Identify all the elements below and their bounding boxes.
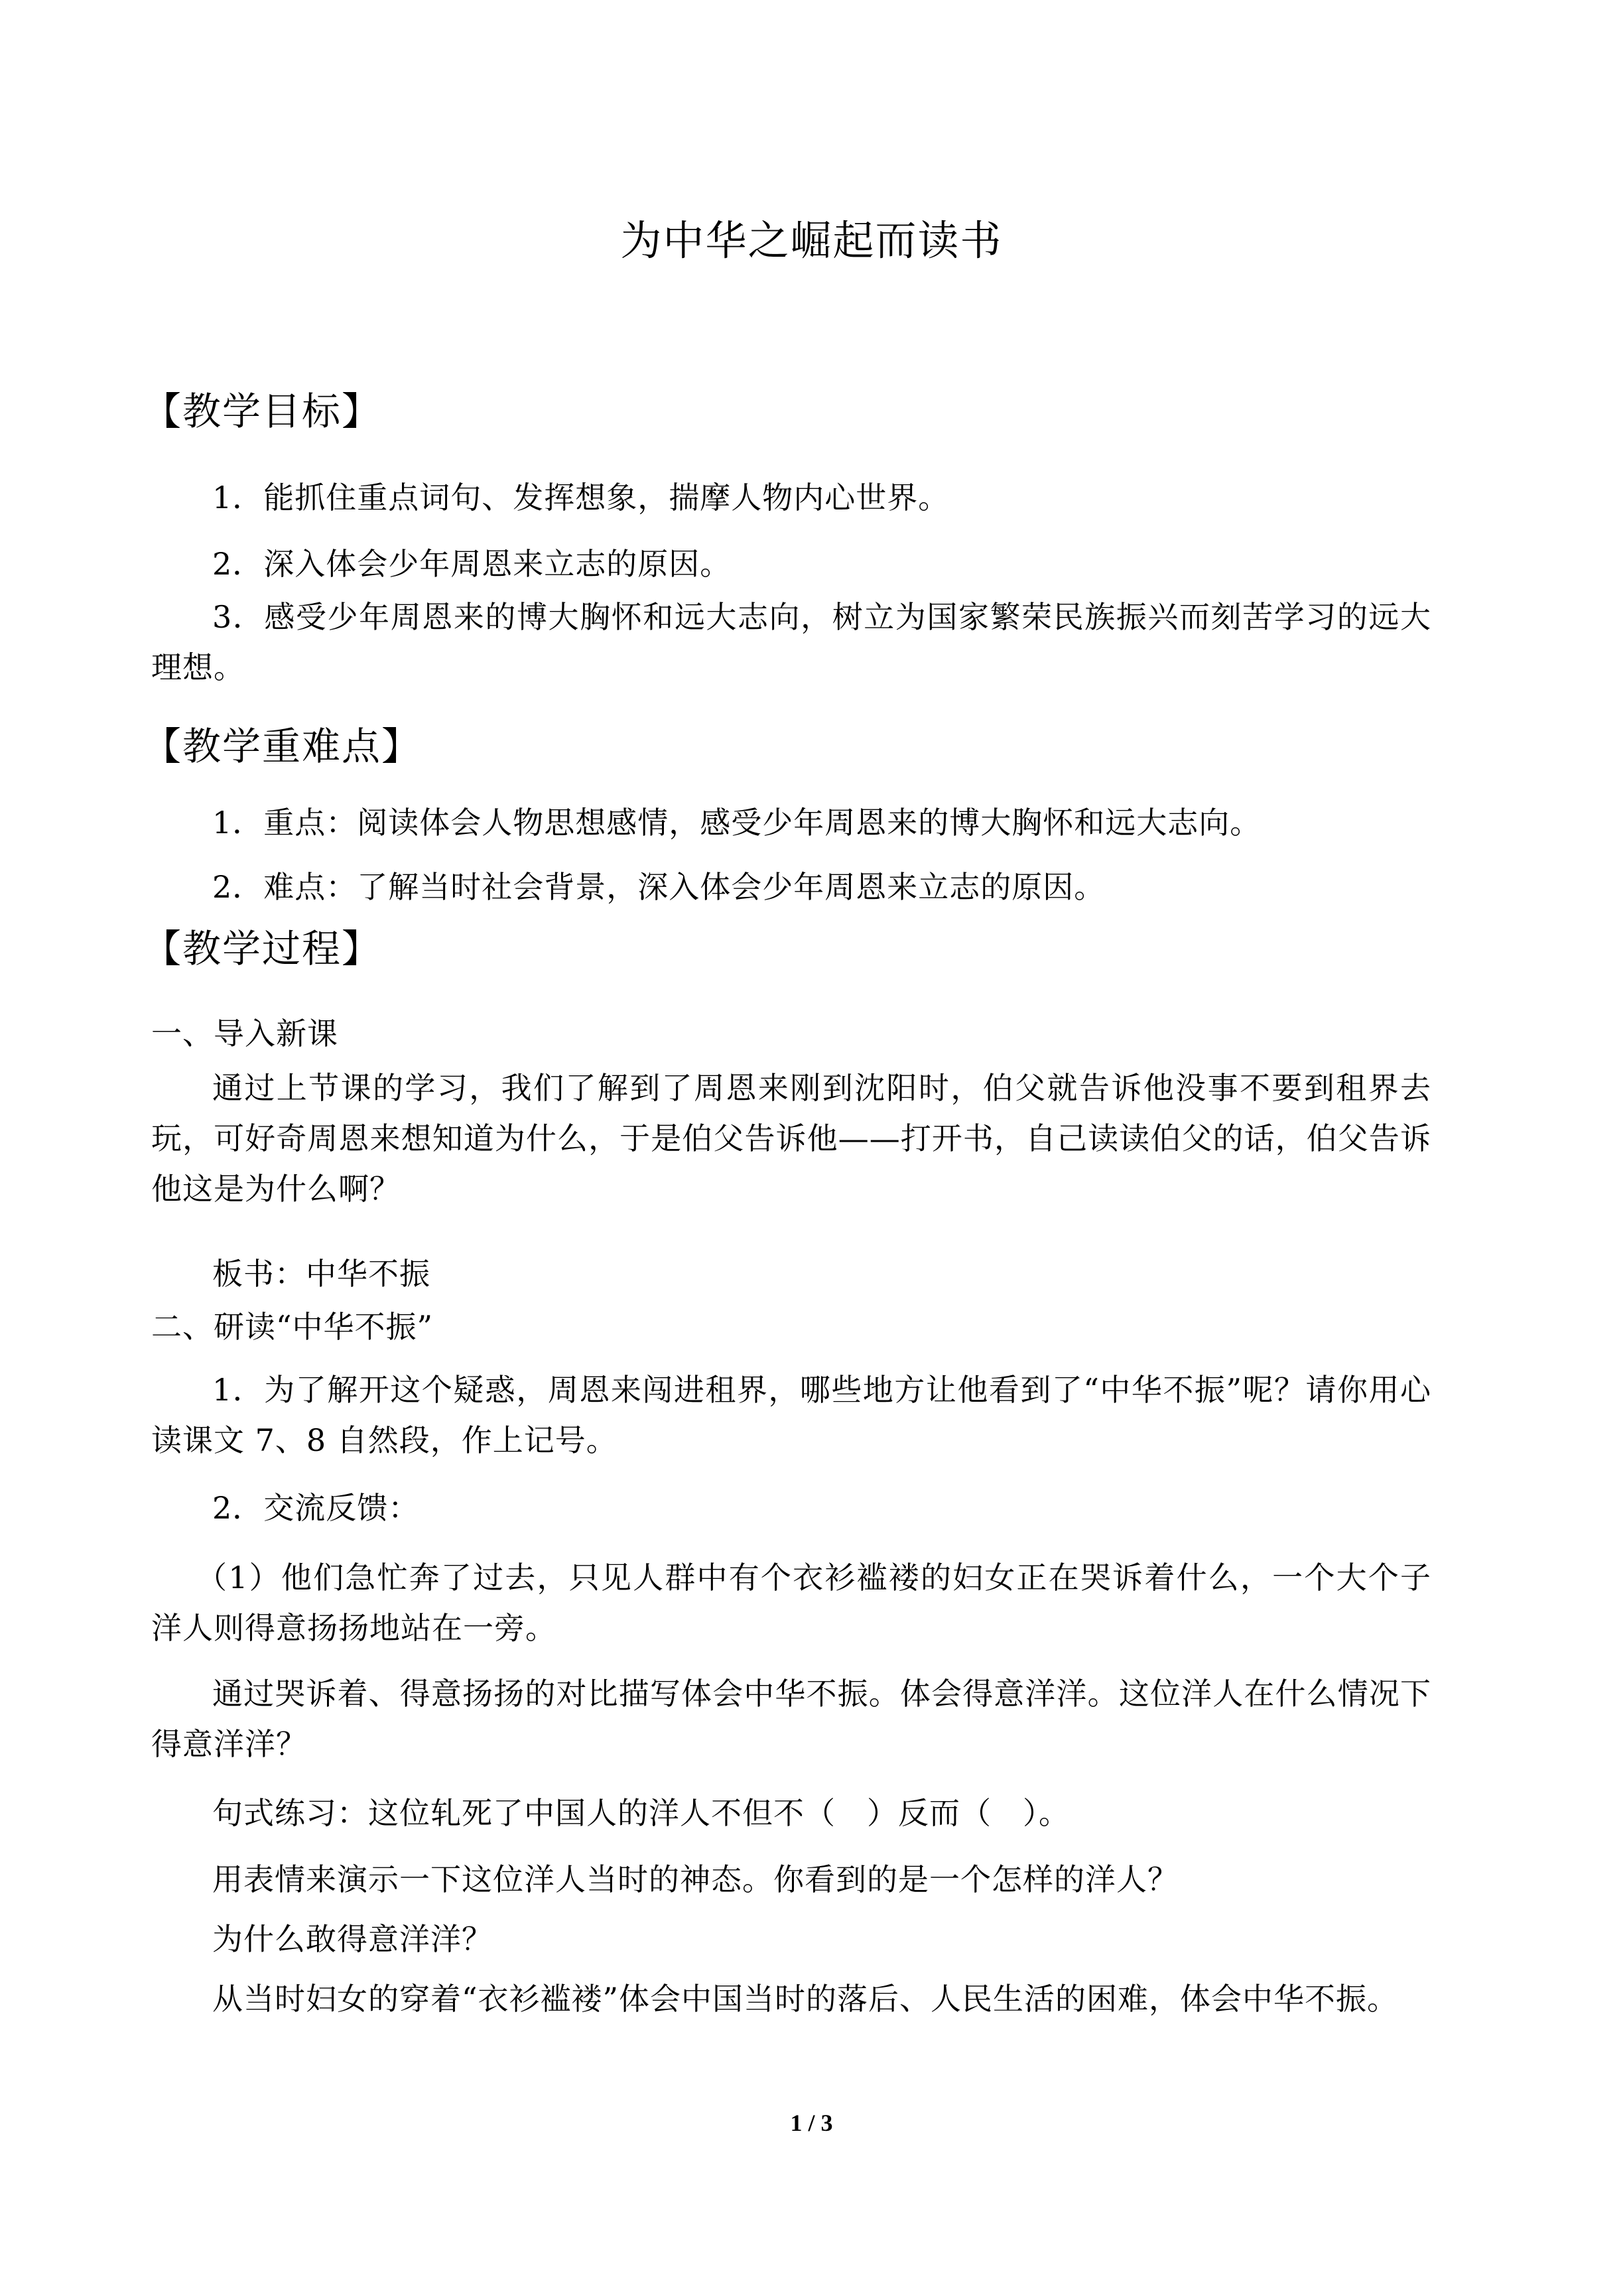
process-part2-item-6: 用表情来演示一下这位洋人当时的神态。你看到的是一个怎样的洋人？ bbox=[212, 1861, 1179, 1897]
process-part2-item-8: 从当时妇女的穿着“衣衫褴褛”体会中国当时的落后、人民生活的困难，体会中华不振。 bbox=[212, 1981, 1399, 2017]
key-point-item-1: 1．重点：阅读体会人物思想感情，感受少年周恩来的博大胸怀和远大志向。 bbox=[212, 805, 1262, 841]
process-part1-title: 一、导入新课 bbox=[151, 1016, 338, 1051]
goal-item-2: 2．深入体会少年周恩来立志的原因。 bbox=[212, 546, 732, 582]
process-part1-text: 通过上节课的学习，我们了解到了周恩来刚到沈阳时，伯父就告诉他没事不要到租界去玩，可好奇周恩来想知道为什么，于是伯父告诉他——打开书，自己读读伯父的话，伯父告诉他这是为什么啊？ bbox=[151, 1070, 1431, 1207]
page-title: 为中华之崛起而读书 bbox=[620, 216, 1003, 265]
process-part2-item-2: 2．交流反馈： bbox=[212, 1490, 420, 1526]
process-part2-item-5: 句式练习：这位轧死了中国人的洋人不但不（ ）反而（ ）。 bbox=[212, 1795, 1070, 1831]
goal-item-3: 3．感受少年周恩来的博大胸怀和远大志向，树立为国家繁荣民族振兴而刻苦学习的远大理想。 bbox=[151, 599, 1431, 685]
process-part2-item-4: 通过哭诉着、得意扬扬的对比描写体会中华不振。体会得意洋洋。这位洋人在什么情况下得意洋洋？ bbox=[151, 1676, 1431, 1762]
section-heading-key-points: 【教学重难点】 bbox=[143, 724, 422, 769]
section-heading-goals: 【教学目标】 bbox=[143, 389, 382, 434]
section-heading-process: 【教学过程】 bbox=[143, 926, 382, 971]
process-part2-item-1: 1．为了解开这个疑惑，周恩来闯进租界，哪些地方让他看到了“中华不振”呢？请你用心读课文 7、8 自然段，作上记号。 bbox=[151, 1372, 1431, 1458]
process-part2-item-7: 为什么敢得意洋洋？ bbox=[212, 1921, 493, 1957]
key-point-item-2: 2．难点：了解当时社会背景，深入体会少年周恩来立志的原因。 bbox=[212, 869, 1106, 905]
page-number: 1 / 3 bbox=[790, 2110, 833, 2136]
process-part2-item-3: （1）他们急忙奔了过去，只见人群中有个衣衫褴褛的妇女正在哭诉着什么，一个大个子洋人则得意扬扬地站在一旁。 bbox=[151, 1560, 1431, 1646]
goal-item-1: 1．能抓住重点词句、发挥想象，揣摩人物内心世界。 bbox=[212, 480, 950, 515]
board-note: 板书：中华不振 bbox=[212, 1256, 430, 1292]
process-part2-title: 二、研读“中华不振” bbox=[151, 1309, 434, 1345]
